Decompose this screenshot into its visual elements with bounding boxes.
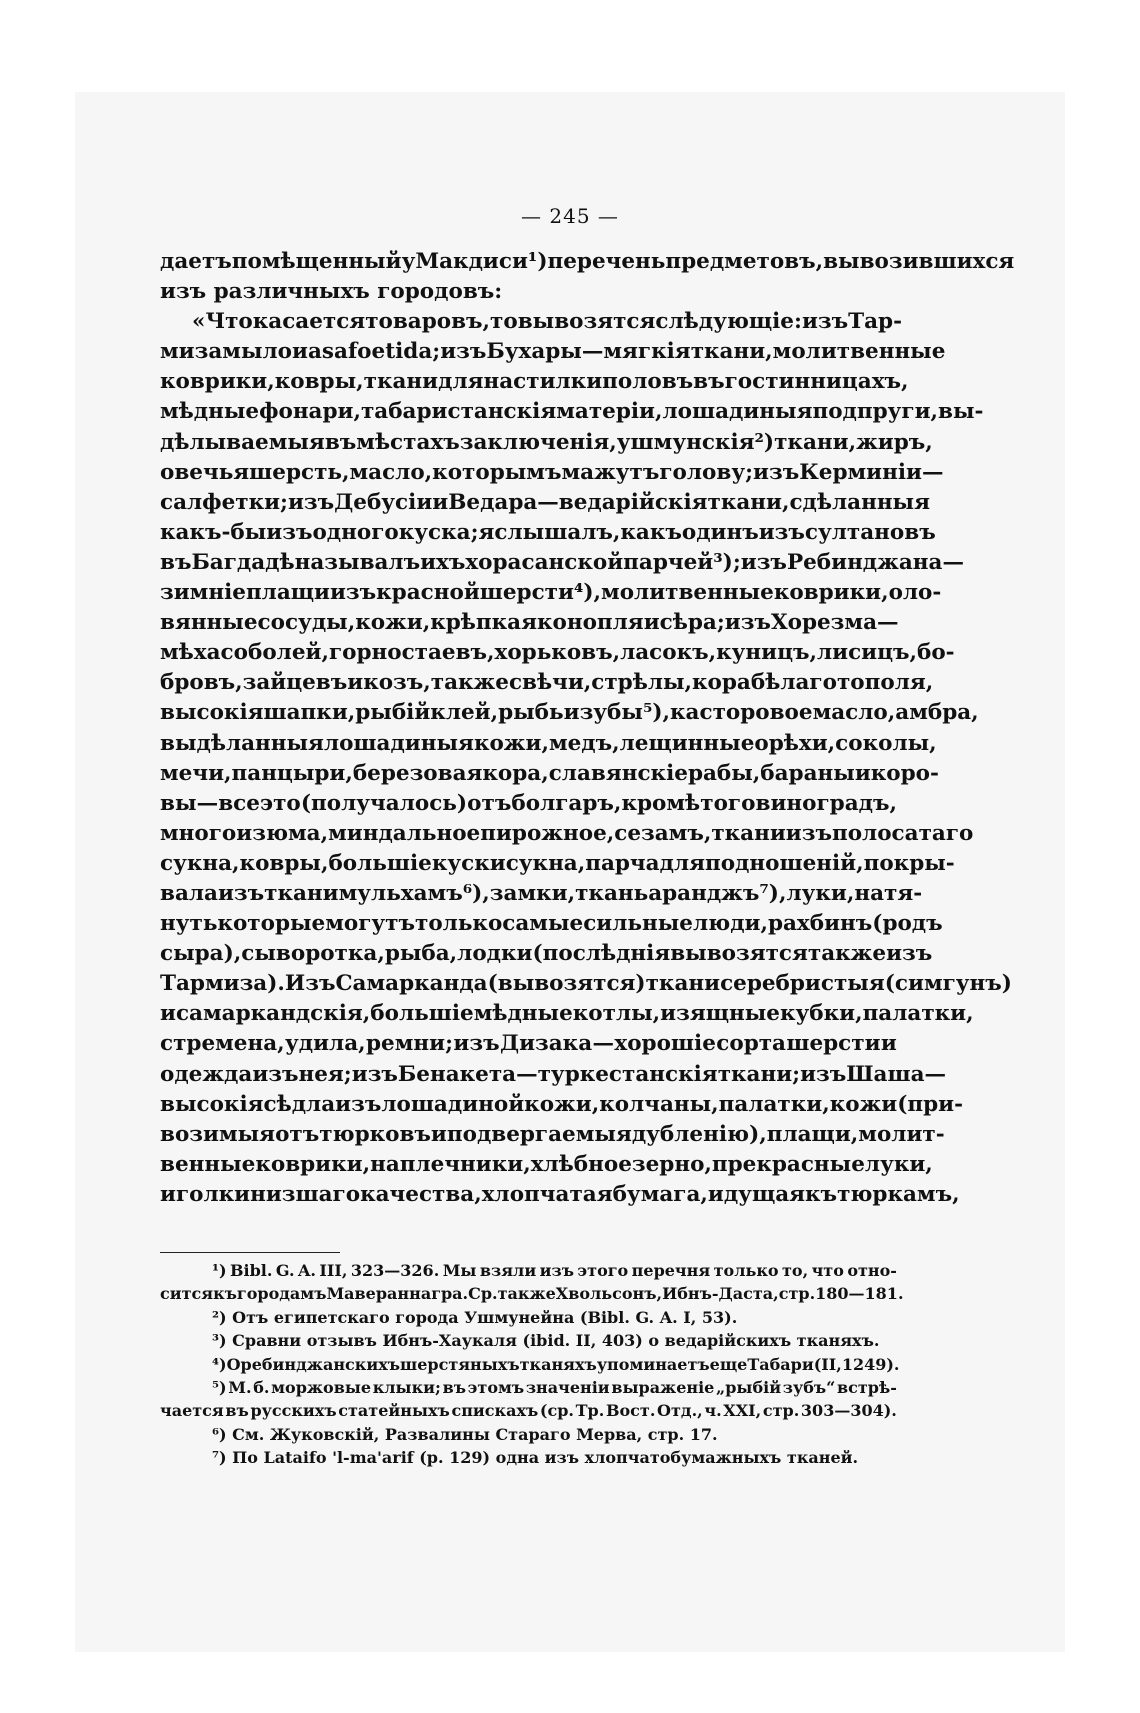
text-line: вянные сосуды, кожи, крѣпкая конопля и сѣра; изъ Хорезма —	[160, 610, 899, 636]
text-line: изъ различныхъ городовъ:	[160, 279, 503, 305]
text-line: въ Багдадѣ называлъ ихъ хорасанской парчей ³); изъ Ребинджана —	[160, 549, 964, 575]
text-line: Тармиза). Изъ Самарканда (вывозятся) ткани серебристыя (симгунъ)	[160, 971, 1012, 997]
main-text-block	[160, 249, 1015, 1212]
text-line: даетъ помѣщенный у Макдиси ¹) перечень предметовъ, вывозившихся	[160, 249, 1015, 274]
text-line: миза мыло и asa foetida; изъ Бухары — мягкія ткани, молитвенные	[160, 339, 946, 365]
text-line: сыра), сыворотка, рыба, лодки (послѣднія вывозятся также изъ	[160, 941, 933, 967]
footnote-line: ⁵) М. б. моржовые клыки; въ этомъ значеніи выраженіе „рыбій зубъ“ встрѣ-	[212, 1377, 897, 1397]
text-line: сукна, ковры, большіе куски сукна, парча для подношеній, покры-	[160, 850, 955, 876]
text-line: какъ-бы изъ одного куска; я слышалъ, какъ одинъ изъ султановъ	[160, 519, 936, 545]
footnote-line: ⁷) По Lataifo 'l-ma'arif (p. 129) одна изъ хлопчатобумажныхъ тканей.	[212, 1448, 859, 1468]
text-line: мечи, панцыри, березовая кора, славянскіе рабы, бараны и коро-	[160, 760, 939, 786]
footnote-line: ²) Отъ египетскаго города Ушмунейна (Bibl. G. A. I, 53).	[212, 1307, 738, 1327]
footnote-line: ¹) Bibl. G. A. III, 323—326. Мы взяли изъ этого перечня только то, что отно-	[212, 1261, 897, 1280]
text-line: вы — все это (получалось) отъ болгаръ, кромѣ того виноградъ,	[160, 790, 897, 816]
text-line: возимыя отъ тюрковъ и подвергаемыя дубленію), плащи, молит-	[160, 1121, 945, 1147]
text-line: одежда изъ нея; изъ Бенакета — туркестанскія ткани; изъ Шаша —	[160, 1061, 946, 1087]
text-line: мѣха соболей, горностаевъ, хорьковъ, ласокъ, куницъ, лисицъ, бо-	[160, 640, 955, 666]
text-line: много изюма, миндальное пирожное, сезамъ, ткани изъ полосатаго	[160, 820, 974, 846]
footnote-line: ⁴) О ребинджанскихъ шерстяныхъ тканяхъ упоминаетъ еще Табари (II, 1249).	[212, 1354, 900, 1374]
footnotes-block	[160, 1261, 904, 1472]
text-line: иголки низшаго качества, хлопчатая бумага, идущая къ тюркамъ,	[160, 1181, 960, 1207]
text-line: вала изъ ткани мульхамъ ⁶), замки, ткань аранджъ ⁷), луки, натя-	[160, 880, 923, 906]
text-line: овечья шерсть, масло, которымъ мажутъ голову; изъ Керминіи —	[160, 459, 944, 485]
text-line: бровъ, зайцевъ и козъ, также свѣчи, стрѣлы, кора бѣлаго тополя,	[160, 670, 934, 696]
text-line: мѣдные фонари, табаристанскія матеріи, лошадиныя подпруги, вы-	[160, 399, 984, 425]
text-line: дѣлываемыя въ мѣстахъ заключенія, ушмунскія ²) ткани, жиръ,	[160, 429, 933, 455]
text-line: венные коврики, наплечники, хлѣбное зерно, прекрасные луки,	[160, 1151, 933, 1177]
footnote-line: ³) Сравни отзывъ Ибнъ-Хаукаля (ibid. II, 403) о ведарійскихъ тканяхъ.	[212, 1331, 880, 1351]
text-line: салфетки; изъ Дебусіи и Ведара — ведарійскія ткани, сдѣланныя	[160, 489, 930, 515]
text-line: коврики, ковры, ткани для настилки половъ въ гостинницахъ,	[160, 369, 909, 395]
text-line: высокія сѣдла изъ лошадиной кожи, колчаны, палатки, кожи (при-	[160, 1091, 964, 1117]
text-line: высокія шапки, рыбій клей, рыбьи зубы ⁵), касторовое масло, амбра,	[160, 700, 979, 726]
text-line: выдѣланныя лошадиныя кожи, медъ, лещинные орѣхи, соколы,	[160, 730, 937, 756]
text-line: и самаркандскія, большіе мѣдные котлы, изящные кубки, палатки,	[160, 1001, 974, 1027]
page-number: — 245 —	[521, 204, 619, 228]
footnote-line: чается въ русскихъ статейныхъ спискахъ (ср. Тр. Вост. Отд., ч. XXI, стр. 303—304).	[160, 1401, 897, 1421]
footnote-line: сится къ городамъ Мавераннагра. Ср. также Хвольсонъ, Ибнъ-Даста, стр. 180—181.	[160, 1284, 904, 1304]
text-line: стремена, удила, ремни; изъ Дизака — хорошіе сорта шерсти и	[160, 1031, 897, 1057]
text-line: «Что касается товаровъ, то вывозятся слѣдующіе: изъ Тар-	[192, 309, 902, 335]
text-line: зимніе плащи изъ красной шерсти ⁴), молитвенные коврики, оло-	[160, 580, 942, 606]
text-line: нуть которые могутъ только самые сильные люди, рахбинъ (родъ	[160, 911, 943, 937]
footnote-separator-rule	[160, 1252, 340, 1253]
footnote-line: ⁶) См. Жуковскій, Развалины Стараго Мерва, стр. 17.	[212, 1424, 718, 1444]
